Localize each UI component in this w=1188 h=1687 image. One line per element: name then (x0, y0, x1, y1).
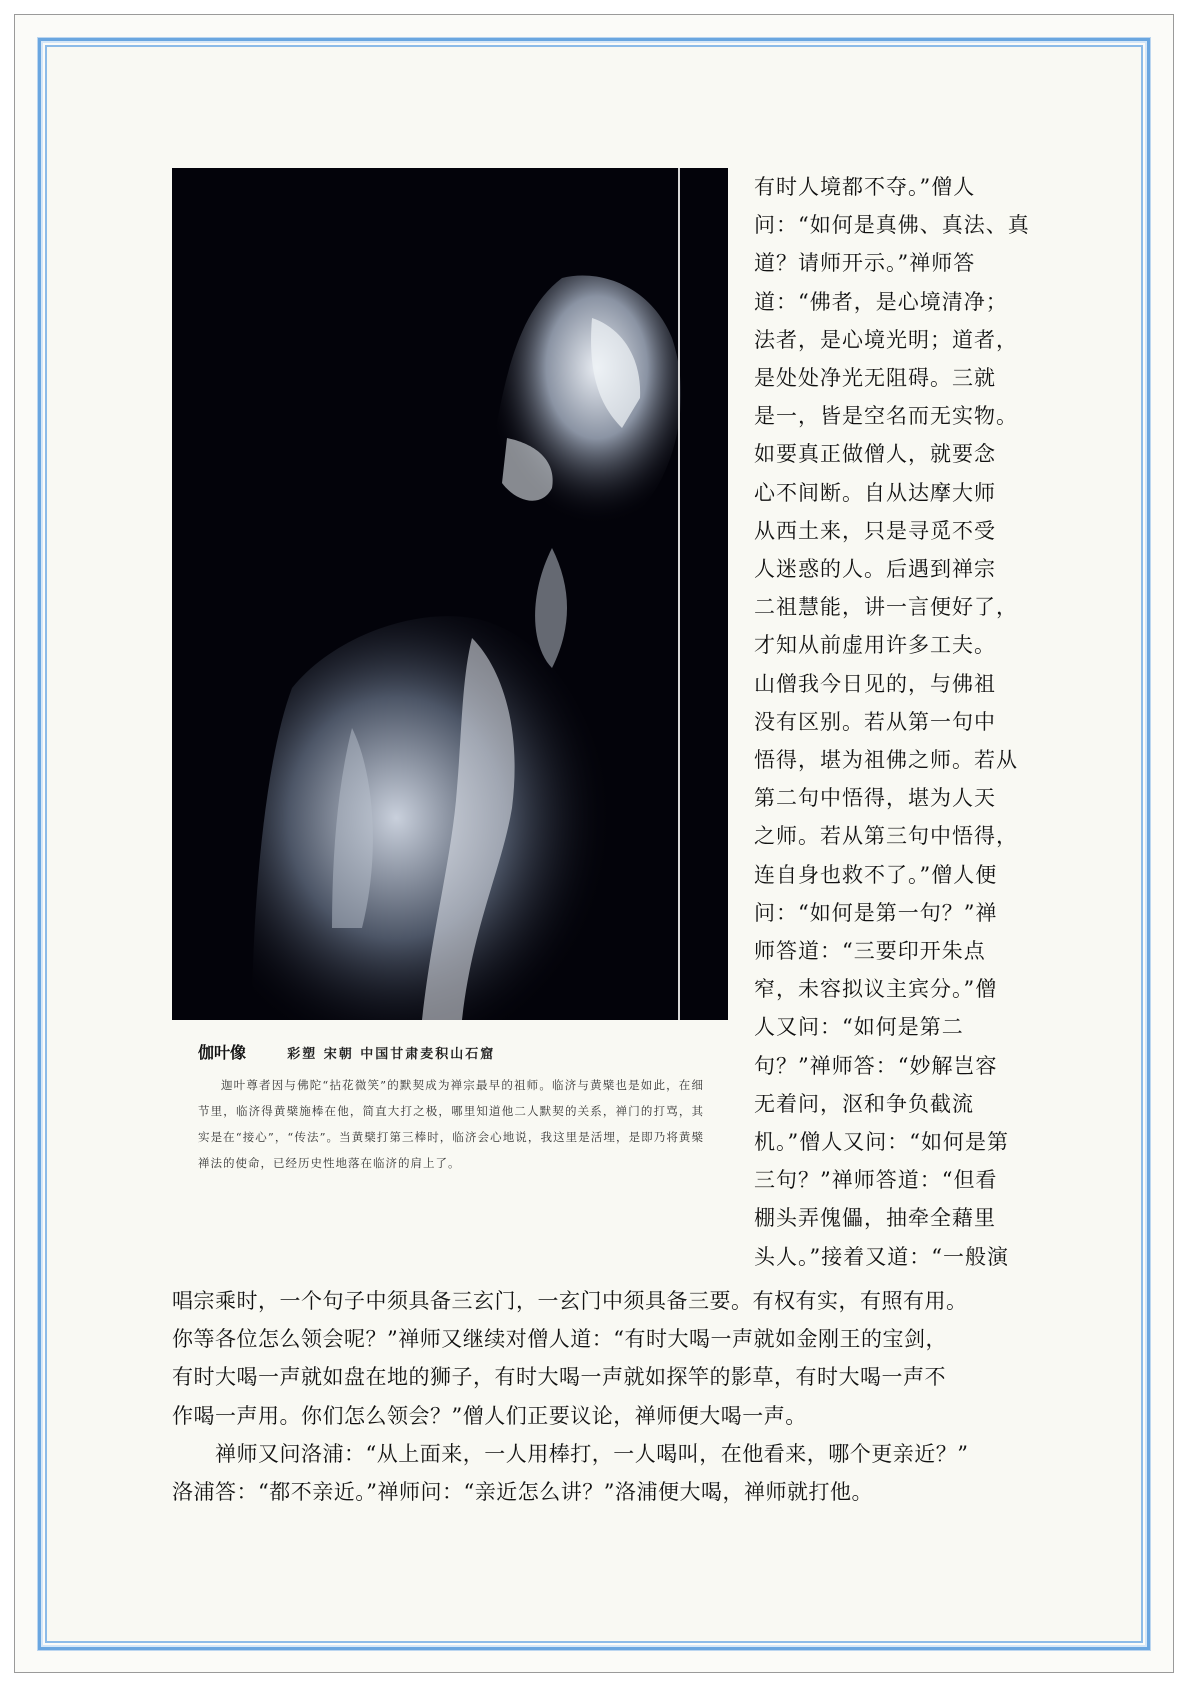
text-line: 才知从前虚用许多工夫。 (754, 633, 996, 658)
full-width-text (172, 1282, 1018, 1511)
text-line: 道：“佛者，是心境清净； (754, 289, 1008, 314)
text-line: 师答道：“三要印开朱点 (754, 939, 986, 964)
text-line: 洛浦答：“都不亲近。”禅师问：“亲近怎么讲？”洛浦便大喝，禅师就打他。 (172, 1480, 873, 1505)
text-line: 之师。若从第三句中悟得， (754, 824, 1018, 849)
right-text-column (754, 168, 1030, 1276)
text-line: 有时人境都不夺。”僧人 (754, 175, 976, 199)
text-line: 如要真正做僧人，就要念 (754, 442, 996, 467)
text-line: 法者，是心境光明；道者， (754, 327, 1018, 352)
text-line: 作喝一声用。你们怎么领会？”僧人们正要议论，禅师便大喝一声。 (172, 1403, 807, 1428)
text-line: 唱宗乘时，一个句子中须具备三玄门，一玄门中须具备三要。有权有实，有照有用。 (172, 1289, 968, 1313)
text-line: 问：“如何是真佛、真法、真 (754, 213, 1030, 238)
text-line: 头人。”接着又道：“一般演 (754, 1244, 1009, 1269)
text-line: 第二句中悟得，堪为人天 (754, 786, 996, 811)
figure-subtitle: 彩塑 宋朝 中国甘肃麦积山石窟 (287, 1047, 496, 1062)
text-line: 问：“如何是第一句？”禅 (754, 900, 998, 925)
statue-image (172, 168, 728, 1020)
text-line: 你等各位怎么领会呢？”禅师又继续对僧人道：“有时大喝一声就如金刚王的宝剑， (172, 1327, 947, 1352)
text-line: 机。”僧人又问：“如何是第 (754, 1130, 1009, 1155)
figure-caption (198, 1040, 698, 1063)
figure-description: 迦叶尊者因与佛陀“拈花微笑”的默契成为禅宗最早的祖师。临济与黄檗也是如此，在细节里，临济得黄檗施棒在他，简直大打之极，哪里知道他二人默契的关系，禅门的打骂，其实是在“接心”，“传法”。当黄檗打第三棒时，临济会心地说，我这里是活埋，是即乃将黄檗禅法的使命，已经历史性地落在临济的肩上了。 (198, 1078, 704, 1170)
text-line: 是一，皆是空名而无实物。 (754, 404, 1018, 429)
text-line: 道？请师开示。”禅师答 (754, 251, 976, 276)
photo-edge-line (678, 168, 680, 1020)
kasyapa-statue-photo (172, 168, 728, 1020)
text-line: 棚头弄傀儡，抽牵全藉里 (754, 1206, 996, 1231)
text-line: 连自身也救不了。”僧人便 (754, 862, 998, 887)
text-line: 三句？”禅师答道：“但看 (754, 1168, 998, 1193)
text-line: 无着问，沤和争负截流 (754, 1091, 974, 1116)
text-line: 人又问：“如何是第二 (754, 1015, 964, 1040)
text-line: 没有区别。若从第一句中 (754, 709, 996, 734)
text-line: 有时大喝一声就如盘在地的狮子，有时大喝一声就如探竿的影草，有时大喝一声不 (172, 1365, 946, 1390)
text-line: 悟得，堪为祖佛之师。若从 (754, 748, 1018, 773)
text-line: 窄，未容拟议主宾分。”僧 (754, 977, 998, 1002)
text-line: 从西土来，只是寻觅不受 (754, 518, 996, 543)
figure-title: 伽叶像 (198, 1043, 247, 1062)
text-line: 是处处净光无阻碍。三就 (754, 366, 996, 391)
text-line: 禅师又问洛浦：“从上面来，一人用棒打，一人喝叫，在他看来，哪个更亲近？” (172, 1441, 969, 1466)
text-line: 二祖慧能，讲一言便好了， (754, 595, 1018, 620)
text-line: 句？”禅师答：“妙解岂容 (754, 1053, 998, 1078)
text-line: 山僧我今日见的，与佛祖 (754, 671, 996, 696)
text-line: 心不间断。自从达摩大师 (754, 480, 996, 505)
text-line: 人迷惑的人。后遇到禅宗 (754, 557, 996, 582)
